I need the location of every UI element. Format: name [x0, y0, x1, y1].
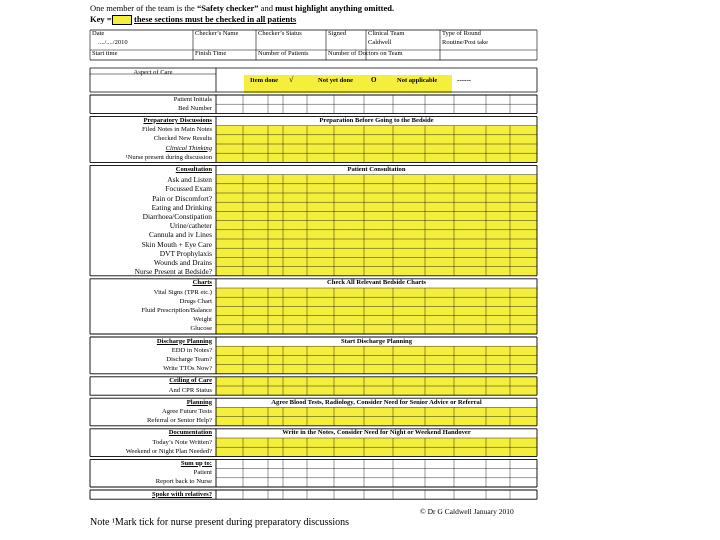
info-row2-cell-4: Caldwell	[368, 39, 392, 46]
section-title-4: Discharge Planning	[156, 337, 212, 345]
checklist-item: Drugs Chart	[179, 297, 212, 305]
checklist-item: Checked New Results	[153, 135, 212, 143]
checklist-item: And CPR Status	[168, 386, 212, 394]
legend-item-done: Item done	[250, 77, 278, 84]
section-title-6: Planning	[186, 398, 212, 406]
checklist-item: Wounds and Drains	[153, 257, 212, 267]
checklist-item: Report back to Nurse	[155, 478, 212, 486]
checklist-item: Weekend or Night Plan Needed?	[125, 447, 212, 455]
checklist-item: Skin Mouth + Eye Care	[141, 239, 212, 249]
section-yellow-4	[216, 346, 537, 374]
info-row1-cell-2: Checker’s Status	[258, 30, 302, 37]
info-row1-cell-4: Clinical Team	[368, 30, 405, 37]
section-title-1: Preparatory Discussions	[143, 116, 212, 124]
info-row3-cell-2: Number of Patients	[258, 50, 309, 57]
section-banner-1: Preparation Before Going to the Bedside	[319, 116, 434, 124]
checklist-item: Write TTOs Now?	[163, 365, 212, 373]
section-title-7: Documentation	[168, 429, 212, 437]
checklist-item: Focussed Exam	[165, 184, 212, 194]
info-row2-cell-0: ..../..../2010	[98, 39, 128, 46]
checklist-item: Patient Initials	[173, 95, 212, 103]
checklist-item: Glucose	[190, 325, 212, 333]
checklist-item: Cannula and iv Lines	[148, 230, 212, 240]
instruction-prefix: One member of the team is the	[90, 3, 197, 13]
checklist-item: Referral or Senior Help?	[147, 417, 212, 425]
footnote: Note ¹Mark tick for nurse present during preparatory discussions	[90, 517, 350, 528]
checklist-item: Pain or Discomfort?	[152, 193, 212, 203]
key-label: Key =	[90, 14, 112, 24]
section-title-3: Charts	[192, 279, 212, 287]
info-row3-cell-1: Finish Time	[195, 50, 227, 57]
key-text: these sections must be checked in all patients	[134, 14, 297, 24]
section-banner-2: Patient Consultation	[347, 165, 406, 173]
section-title-8: Sum up to:	[180, 459, 212, 467]
checklist-item: EDD in Notes?	[171, 346, 212, 354]
legend-not-applicable: Not applicable	[397, 77, 438, 84]
checklist-item: Vital Signs (TPR etc.)	[153, 288, 212, 296]
info-row3-cell-3: Number of Doctors on Team	[328, 50, 403, 57]
checklist-item: Nurse Present at Bedside?	[134, 267, 212, 277]
section-banner-6: Agree Blood Tests, Radiology, Consider Need for Senior Advice or Referral	[271, 398, 482, 406]
legend-not-yet-done: Not yet done	[318, 77, 354, 84]
info-row1-cell-1: Checker’s Name	[195, 30, 239, 37]
instruction-and: and	[258, 3, 276, 13]
legend-circle: O	[371, 76, 377, 84]
instruction-must: must highlight anything omitted.	[275, 3, 395, 13]
info-row1-cell-3: Signed	[328, 30, 347, 37]
instruction-role: “Safety checker”	[196, 3, 259, 13]
section-title-5: Ceiling of Care	[169, 377, 212, 385]
checklist-item: Clinical Thinking	[165, 144, 212, 152]
checklist-item: Today’s Note Written?	[152, 438, 212, 446]
checklist-item: Weight	[193, 316, 212, 324]
info-row3-cell-0: Start time	[92, 50, 118, 57]
legend-dashes: ------	[457, 76, 471, 84]
checklist-item: Fluid Prescription/Balance	[141, 306, 212, 314]
section-banner-3: Check All Relevant Bedside Charts	[327, 279, 426, 287]
checklist-item: Eating and Drinking	[151, 202, 212, 212]
info-row2-cell-5: Routine/Post take	[442, 39, 489, 46]
checklist-item: Discharge Team?	[166, 355, 212, 363]
legend-aspect-of-care: Aspect of Care	[133, 69, 173, 76]
checklist-item: Patient	[193, 469, 212, 477]
checklist-item: Urine/catheter	[169, 221, 212, 231]
checklist-item: Ask and Listen	[167, 175, 212, 185]
section-banner-4: Start Discharge Planning	[340, 337, 413, 345]
checklist-item: Filed Notes in Main Notes	[142, 126, 212, 134]
checklist-item: Diarrhoea/Constipation	[142, 211, 212, 221]
checklist-item: DVT Prophylaxis	[159, 248, 212, 258]
checklist-item: Agree Future Tests	[162, 407, 212, 415]
legend-tick: √	[289, 75, 294, 84]
checklist-item: Bed Number	[178, 104, 212, 112]
section-banner-7: Write in the Notes, Consider Need for Night or Weekend Handover	[282, 429, 471, 437]
section-title-2: Consultation	[175, 165, 212, 173]
section-yellow-2	[216, 175, 537, 276]
info-row1-cell-5: Type of Round	[442, 30, 481, 37]
copyright: © Dr G Caldwell January 2010	[420, 507, 514, 516]
section-yellow-3	[216, 288, 537, 334]
checklist-item: ¹Nurse present during discussion	[125, 153, 212, 161]
info-row1-cell-0: Date	[92, 30, 105, 37]
section-title-9: Spoke with relatives?	[152, 490, 212, 498]
